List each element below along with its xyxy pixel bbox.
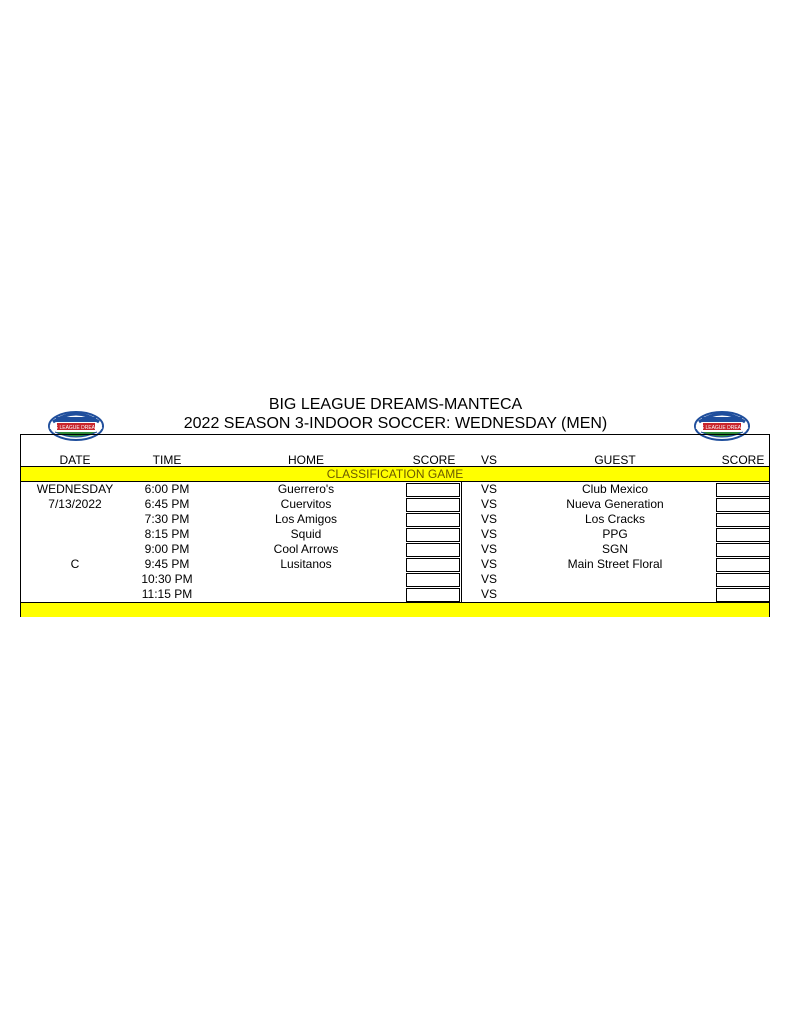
vs-label: VS <box>480 572 497 586</box>
col-header-time: TIME <box>152 453 182 467</box>
game-time: 9:45 PM <box>144 557 190 571</box>
guest-score-box[interactable] <box>716 543 770 557</box>
home-score-box[interactable] <box>406 498 460 512</box>
home-team: Cool Arrows <box>273 542 339 556</box>
home-team: Lusitanos <box>280 557 332 571</box>
page-subtitle: 2022 SEASON 3-INDOOR SOCCER: WEDNESDAY (MEN) <box>183 415 608 432</box>
home-score-box[interactable] <box>406 513 460 527</box>
game-time: 6:45 PM <box>144 497 190 511</box>
col-header-home: HOME <box>288 453 324 467</box>
guest-team: Los Cracks <box>584 512 646 526</box>
section-band <box>21 467 769 482</box>
page-title: BIG LEAGUE DREAMS-MANTECA <box>268 396 523 413</box>
section-label: CLASSIFICATION GAME <box>326 467 464 481</box>
col-header-guest: GUEST <box>594 453 636 467</box>
vs-label: VS <box>480 512 497 526</box>
col-header-date: DATE <box>59 453 91 467</box>
game-time: 8:15 PM <box>144 527 190 541</box>
game-time: 11:15 PM <box>141 587 193 601</box>
section-band-bottom <box>21 602 769 617</box>
date-day: WEDNESDAY <box>36 482 114 496</box>
col-header-vs: VS <box>480 453 497 467</box>
home-score-box[interactable] <box>406 573 460 587</box>
game-time: 9:00 PM <box>144 542 190 556</box>
vs-label: VS <box>480 482 497 496</box>
guest-score-box[interactable] <box>716 558 770 572</box>
guest-score-box[interactable] <box>716 513 770 527</box>
guest-score-box[interactable] <box>716 528 770 542</box>
home-score-box[interactable] <box>406 483 460 497</box>
vs-label: VS <box>480 527 497 541</box>
guest-team: Club Mexico <box>581 482 649 496</box>
guest-team: SGN <box>601 542 628 556</box>
guest-team: PPG <box>602 527 628 541</box>
guest-score-box[interactable] <box>716 588 770 602</box>
date-value: 7/13/2022 <box>48 497 102 511</box>
vs-label: VS <box>480 497 497 511</box>
guest-score-box[interactable] <box>716 483 770 497</box>
vs-label: VS <box>480 542 497 556</box>
guest-score-box[interactable] <box>716 498 770 512</box>
home-team: Cuervitos <box>280 497 332 511</box>
home-score-box[interactable] <box>406 528 460 542</box>
home-team: Squid <box>290 527 322 541</box>
score-divider <box>461 482 462 602</box>
guest-team: Nueva Generation <box>566 497 664 511</box>
home-score-box[interactable] <box>406 558 460 572</box>
home-score-box[interactable] <box>406 588 460 602</box>
division-label: C <box>70 557 80 571</box>
logo-wordmark: BIG LEAGUE DREAMS <box>695 425 749 431</box>
home-team: Guerrero's <box>277 482 335 496</box>
game-time: 7:30 PM <box>144 512 190 526</box>
col-header-score-guest: SCORE <box>721 453 765 467</box>
home-team: Los Amigos <box>274 512 338 526</box>
logo-wordmark: BIG LEAGUE DREAMS <box>49 425 103 431</box>
vs-label: VS <box>480 587 497 601</box>
guest-score-box[interactable] <box>716 573 770 587</box>
home-score-box[interactable] <box>406 543 460 557</box>
game-time: 10:30 PM <box>141 572 193 586</box>
guest-team: Main Street Floral <box>567 557 663 571</box>
col-header-score-home: SCORE <box>412 453 456 467</box>
vs-label: VS <box>480 557 497 571</box>
game-time: 6:00 PM <box>144 482 190 496</box>
